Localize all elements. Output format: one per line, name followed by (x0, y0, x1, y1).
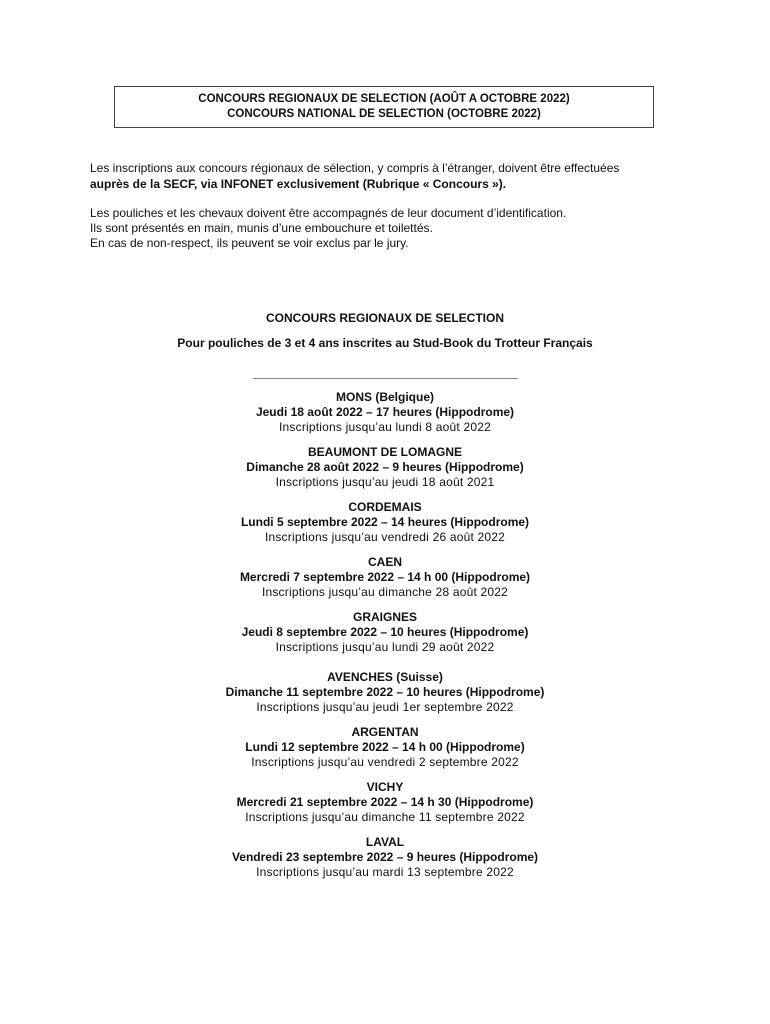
event-city: CORDEMAIS (348, 500, 422, 514)
event-city: AVENCHES (Suisse) (327, 670, 443, 684)
event-registration: Inscriptions jusqu’au vendredi 2 septembre 2022 (251, 755, 519, 769)
event-date: Jeudi 8 septembre 2022 – 10 heures (Hippodrome) (241, 625, 529, 639)
intro-paragraph-1 (90, 160, 690, 192)
event-registration: Inscriptions jusqu’au jeudi 18 août 2021 (275, 475, 495, 489)
intro-p2-line-1: Les pouliches et les chevaux doivent être accompagnés de leur document d’identification. (90, 206, 567, 220)
title-line-2: CONCOURS NATIONAL DE SELECTION (OCTOBRE 2022) (227, 108, 541, 120)
event-date: Vendredi 23 septembre 2022 – 9 heures (Hippodrome) (231, 850, 539, 864)
event-date: Mercredi 7 septembre 2022 – 14 h 00 (Hippodrome) (239, 570, 531, 584)
event-item (0, 670, 770, 715)
divider (253, 378, 518, 379)
intro-text (90, 160, 690, 251)
event-item (0, 780, 770, 825)
event-city: CAEN (367, 555, 402, 569)
event-item (0, 725, 770, 770)
event-registration: Inscriptions jusqu’au dimanche 11 septembre 2022 (245, 810, 525, 824)
event-item (0, 445, 770, 490)
section-subtitle: Pour pouliches de 3 et 4 ans inscrites au Stud-Book du Trotteur Français (177, 336, 593, 350)
event-registration: Inscriptions jusqu’au mardi 13 septembre 2022 (256, 865, 514, 879)
event-registration: Inscriptions jusqu’au dimanche 28 août 2022 (261, 585, 509, 599)
event-registration: Inscriptions jusqu’au vendredi 26 août 2022 (264, 530, 506, 544)
event-date: Dimanche 28 août 2022 – 9 heures (Hippodrome) (246, 460, 524, 474)
event-date: Lundi 12 septembre 2022 – 14 h 00 (Hippodrome) (245, 740, 525, 754)
event-registration: Inscriptions jusqu’au lundi 29 août 2022 (275, 640, 495, 654)
event-city: ARGENTAN (351, 725, 419, 739)
intro-p1-bold: auprès de la SECF, via INFONET exclusivement (Rubrique « Concours »). (90, 177, 507, 191)
event-item (0, 390, 770, 435)
event-registration: Inscriptions jusqu’au jeudi 1er septembre 2022 (256, 700, 514, 714)
intro-p2-line-2: Ils sont présentés en main, munis d’une embouchure et toilettés. (90, 221, 433, 235)
event-item (0, 835, 770, 880)
event-date: Lundi 5 septembre 2022 – 14 heures (Hippodrome) (240, 515, 530, 529)
intro-paragraph-2 (90, 206, 690, 251)
section-title: CONCOURS REGIONAUX DE SELECTION (265, 311, 505, 325)
event-city: BEAUMONT DE LOMAGNE (308, 445, 462, 459)
title-box (114, 86, 654, 128)
event-item (0, 500, 770, 545)
event-city: GRAIGNES (352, 610, 417, 624)
event-registration: Inscriptions jusqu’au lundi 8 août 2022 (279, 420, 491, 434)
intro-p1-normal: Les inscriptions aux concours régionaux de sélection, y compris à l’étranger, doivent être effectuées (90, 161, 620, 175)
title-line-1: CONCOURS REGIONAUX DE SELECTION (AOÛT A OCTOBRE 2022) (198, 93, 570, 105)
event-city: VICHY (366, 780, 404, 794)
event-item (0, 610, 770, 655)
event-date: Dimanche 11 septembre 2022 – 10 heures (Hippodrome) (225, 685, 545, 699)
event-date: Mercredi 21 septembre 2022 – 14 h 30 (Hippodrome) (236, 795, 534, 809)
intro-p2-line-3: En cas de non-respect, ils peuvent se voir exclus par le jury. (90, 236, 409, 250)
event-item (0, 555, 770, 600)
event-city: MONS (Belgique) (336, 390, 434, 404)
event-city: LAVAL (365, 835, 405, 849)
event-date: Jeudi 18 août 2022 – 17 heures (Hippodrome) (255, 405, 515, 419)
